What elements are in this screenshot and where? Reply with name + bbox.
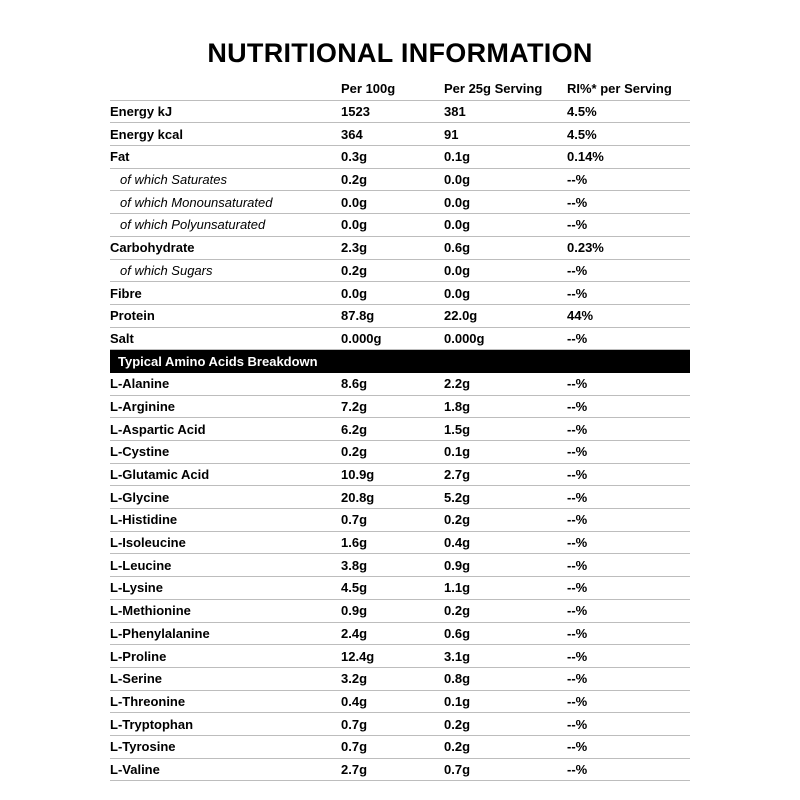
nutrition-row <box>110 260 690 283</box>
amino-acid-row <box>110 373 690 396</box>
nutrition-row <box>110 305 690 328</box>
value-per-100g: 1.6g <box>341 535 368 551</box>
amino-acid-row <box>110 736 690 759</box>
value-per-serving: 0.9g <box>444 557 471 573</box>
value-per-serving: 0.4g <box>444 535 471 551</box>
column-header-per-serving: Per 25g Serving <box>444 81 543 97</box>
nutrient-name: L-Valine <box>110 761 160 777</box>
value-per-serving: 0.2g <box>444 716 471 732</box>
value-per-serving: 1.8g <box>444 398 471 414</box>
value-per-serving: 5.2g <box>444 489 471 505</box>
value-per-serving: 2.2g <box>444 376 471 392</box>
nutrient-name: L-Arginine <box>110 398 175 414</box>
value-per-serving: 0.7g <box>444 761 471 777</box>
value-per-100g: 0.7g <box>341 512 368 528</box>
value-ri-percent: --% <box>567 217 588 233</box>
amino-acid-row <box>110 759 690 782</box>
value-per-100g: 0.3g <box>341 149 368 165</box>
amino-acid-row <box>110 645 690 668</box>
nutrient-name: L-Tyrosine <box>110 739 176 755</box>
nutrient-name: L-Leucine <box>110 557 172 573</box>
value-per-serving: 0.2g <box>444 512 471 528</box>
nutrient-name: of which Saturates <box>120 172 227 188</box>
value-ri-percent: --% <box>567 761 588 777</box>
amino-acid-row <box>110 600 690 623</box>
value-per-100g: 0.2g <box>341 172 368 188</box>
value-ri-percent: --% <box>567 535 588 551</box>
nutrient-name: L-Methionine <box>110 603 191 619</box>
value-per-serving: 1.1g <box>444 580 471 596</box>
value-per-100g: 0.9g <box>341 603 368 619</box>
amino-acid-row <box>110 554 690 577</box>
value-per-100g: 12.4g <box>341 648 375 664</box>
nutrient-name: L-Isoleucine <box>110 535 186 551</box>
nutrient-name: L-Alanine <box>110 376 170 392</box>
value-per-100g: 10.9g <box>341 467 375 483</box>
value-ri-percent: --% <box>567 172 588 188</box>
amino-acid-row <box>110 441 690 464</box>
value-ri-percent: --% <box>567 648 588 664</box>
value-per-100g: 364 <box>341 126 363 142</box>
value-ri-percent: --% <box>567 625 588 641</box>
value-ri-percent: 44% <box>567 308 594 324</box>
nutrition-table <box>110 78 690 781</box>
value-per-serving: 0.1g <box>444 149 471 165</box>
value-per-100g: 8.6g <box>341 376 368 392</box>
nutrient-name: L-Threonine <box>110 693 186 709</box>
value-ri-percent: --% <box>567 421 588 437</box>
nutrient-name: L-Aspartic Acid <box>110 421 206 437</box>
value-ri-percent: --% <box>567 489 588 505</box>
value-ri-percent: --% <box>567 376 588 392</box>
value-ri-percent: --% <box>567 444 588 460</box>
value-ri-percent: --% <box>567 398 588 414</box>
value-per-serving: 0.0g <box>444 217 471 233</box>
nutrient-name: L-Glycine <box>110 489 170 505</box>
page-title: NUTRITIONAL INFORMATION <box>207 38 593 68</box>
amino-acid-row <box>110 577 690 600</box>
nutrient-name: L-Glutamic Acid <box>110 467 210 483</box>
amino-acids-section-header <box>110 350 690 373</box>
value-per-100g: 6.2g <box>341 421 368 437</box>
nutrient-name: Carbohydrate <box>110 240 195 256</box>
value-per-100g: 3.2g <box>341 671 368 687</box>
value-ri-percent: --% <box>567 739 588 755</box>
nutrient-name: L-Histidine <box>110 512 178 528</box>
value-per-serving: 0.0g <box>444 172 471 188</box>
amino-acid-row <box>110 509 690 532</box>
amino-acid-row <box>110 464 690 487</box>
table-header-row <box>110 78 690 101</box>
value-per-serving: 0.0g <box>444 194 471 210</box>
nutrition-row <box>110 123 690 146</box>
value-ri-percent: --% <box>567 194 588 210</box>
amino-acid-row <box>110 668 690 691</box>
value-per-100g: 0.2g <box>341 262 368 278</box>
column-header-ri-percent: RI%* per Serving <box>567 81 672 97</box>
value-per-serving: 22.0g <box>444 308 478 324</box>
value-per-100g: 87.8g <box>341 308 375 324</box>
value-ri-percent: --% <box>567 330 588 346</box>
amino-acid-row <box>110 396 690 419</box>
value-ri-percent: 0.14% <box>567 149 604 165</box>
value-per-100g: 0.0g <box>341 194 368 210</box>
value-per-serving: 0.2g <box>444 739 471 755</box>
value-per-serving: 0.1g <box>444 693 471 709</box>
value-per-serving: 3.1g <box>444 648 471 664</box>
column-header-per-100g: Per 100g <box>341 81 396 97</box>
value-per-100g: 0.7g <box>341 739 368 755</box>
nutrient-name: L-Proline <box>110 648 167 664</box>
value-per-serving: 0.6g <box>444 240 471 256</box>
value-per-serving: 0.1g <box>444 444 471 460</box>
value-per-100g: 0.000g <box>341 330 382 346</box>
value-ri-percent: 4.5% <box>567 126 597 142</box>
value-per-100g: 0.0g <box>341 285 368 301</box>
value-per-100g: 2.3g <box>341 240 368 256</box>
nutrient-name: Protein <box>110 308 155 324</box>
nutrition-row <box>110 146 690 169</box>
nutrient-name: L-Cystine <box>110 444 170 460</box>
nutrient-name: Fat <box>110 149 130 165</box>
value-per-100g: 0.7g <box>341 716 368 732</box>
value-ri-percent: --% <box>567 557 588 573</box>
value-ri-percent: --% <box>567 603 588 619</box>
value-per-serving: 1.5g <box>444 421 471 437</box>
nutrition-row <box>110 101 690 124</box>
amino-acid-row <box>110 486 690 509</box>
value-per-serving: 91 <box>444 126 459 142</box>
nutrient-name: L-Tryptophan <box>110 716 194 732</box>
value-ri-percent: --% <box>567 285 588 301</box>
nutrient-name: of which Polyunsaturated <box>120 217 266 233</box>
nutrition-row <box>110 282 690 305</box>
amino-acid-row <box>110 691 690 714</box>
value-per-100g: 1523 <box>341 104 370 120</box>
nutrition-row <box>110 237 690 260</box>
value-per-100g: 4.5g <box>341 580 368 596</box>
value-ri-percent: --% <box>567 580 588 596</box>
value-per-100g: 3.8g <box>341 557 368 573</box>
value-ri-percent: --% <box>567 716 588 732</box>
value-per-serving: 0.000g <box>444 330 485 346</box>
value-per-100g: 0.2g <box>341 444 368 460</box>
value-ri-percent: --% <box>567 467 588 483</box>
amino-acid-row <box>110 532 690 555</box>
nutrient-name: L-Serine <box>110 671 163 687</box>
nutrient-name: of which Monounsaturated <box>120 194 273 210</box>
value-ri-percent: --% <box>567 693 588 709</box>
value-ri-percent: --% <box>567 671 588 687</box>
nutrient-name: L-Phenylalanine <box>110 625 210 641</box>
section-title: Typical Amino Acids Breakdown <box>118 353 318 369</box>
nutrition-row <box>110 214 690 237</box>
value-per-serving: 0.2g <box>444 603 471 619</box>
nutrient-name: Energy kJ <box>110 104 173 120</box>
amino-acid-row <box>110 713 690 736</box>
value-per-100g: 7.2g <box>341 398 368 414</box>
nutrient-name: Salt <box>110 330 134 346</box>
value-per-100g: 0.4g <box>341 693 368 709</box>
value-per-100g: 0.0g <box>341 217 368 233</box>
nutrient-name: Fibre <box>110 285 142 301</box>
amino-acid-row <box>110 623 690 646</box>
value-ri-percent: 0.23% <box>567 240 604 256</box>
nutrition-row <box>110 169 690 192</box>
nutrient-name: of which Sugars <box>120 262 213 278</box>
nutrition-row <box>110 328 690 351</box>
value-per-100g: 20.8g <box>341 489 375 505</box>
nutrient-name: L-Lysine <box>110 580 163 596</box>
value-ri-percent: --% <box>567 512 588 528</box>
nutrient-name: Energy kcal <box>110 126 183 142</box>
value-per-serving: 0.0g <box>444 262 471 278</box>
value-per-serving: 0.8g <box>444 671 471 687</box>
amino-acid-row <box>110 418 690 441</box>
value-per-100g: 2.4g <box>341 625 368 641</box>
value-ri-percent: 4.5% <box>567 104 597 120</box>
value-per-serving: 2.7g <box>444 467 471 483</box>
value-per-serving: 0.6g <box>444 625 471 641</box>
nutrition-row <box>110 191 690 214</box>
value-per-100g: 2.7g <box>341 761 368 777</box>
value-ri-percent: --% <box>567 262 588 278</box>
value-per-serving: 0.0g <box>444 285 471 301</box>
value-per-serving: 381 <box>444 104 466 120</box>
